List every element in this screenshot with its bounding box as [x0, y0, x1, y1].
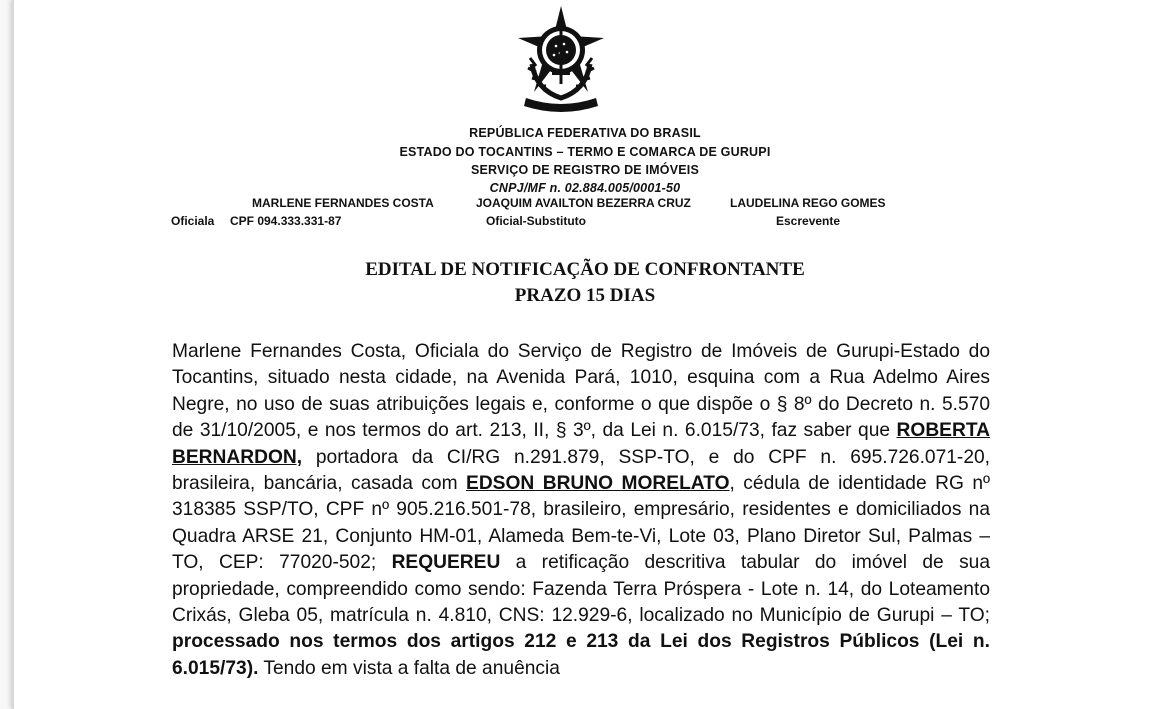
body-text-2: portadora da CI/RG n.291.879, SSP-TO, e do CPF n. 695.726.071-20, brasileira, bancária, casada com	[172, 446, 990, 495]
body-text-4: a retificação descritiva tabular do imóvel de sua propriedade, compreendido como sendo: Fazenda Terra Próspera - Lote n. 14, do Loteamento Crixás, Gleba 05, matrícula n. 4.810, CNS: 12.929-6, localizado no Município de Gurupi – TO;	[172, 552, 991, 627]
applicant-name: ROBERTA BERNARDON,	[172, 420, 990, 468]
officer-name-3: LAUDELINA REGO GOMES	[730, 196, 886, 210]
body-text-5: Tendo em vista a falta de anuência	[258, 657, 560, 679]
officer-name-2: JOAQUIM AVAILTON BEZERRA CRUZ	[476, 196, 691, 210]
notice-title: EDITAL DE NOTIFICAÇÃO DE CONFRONTANTE	[365, 259, 805, 280]
officer-role-2: Oficial-Substituto	[486, 214, 586, 228]
officer-name-1: MARLENE FERNANDES COSTA	[252, 196, 434, 210]
notice-deadline: PRAZO 15 DIAS	[514, 285, 656, 306]
brazil-coat-of-arms-emblem	[516, 6, 606, 116]
notice-body	[172, 339, 990, 682]
requested-keyword: REQUEREU	[391, 552, 501, 574]
spouse-name: EDSON BRUNO MORELATO	[466, 473, 730, 495]
body-text-3: , cédula de identidade RG nº 318385 SSP/TO, CPF nº 905.216.501-78, brasileiro, empresário, residentes e domiciliados na Quadra ARSE 21, Conjunto HM-01, Alameda Bem-te-Vi, Lote 03, Plano Diretor Sul, Palmas – TO, CEP: 77020-502;	[172, 473, 990, 574]
officer-cpf-1: CPF 094.333.331-87	[230, 214, 342, 228]
legal-basis: processado nos termos dos artigos 212 e 213 da Lei dos Registros Públicos (Lei n. 6.015/73).	[172, 631, 990, 679]
header-republic: REPÚBLICA FEDERATIVA DO BRASIL	[469, 126, 701, 140]
notice-paragraph	[172, 339, 990, 682]
header-service: SERVIÇO DE REGISTRO DE IMÓVEIS	[470, 163, 700, 177]
header-state: ESTADO DO TOCANTINS – TERMO E COMARCA DE GURUPI	[399, 145, 771, 159]
header-cnpj: CNPJ/MF n. 02.884.005/0001-50	[489, 181, 681, 195]
officer-role-3: Escrevente	[776, 214, 841, 228]
body-text-1: Marlene Fernandes Costa, Oficiala do Serviço de Registro de Imóveis de Gurupi-Estado do Tocantins, situado nesta cidade, na Avenida Pará, 1010, esquina com a Rua Adelmo Aires Negre, no uso de suas atribuições legais e, conforme o que dispõe o § 8º do Decreto n. 5.570 de 31/10/2005, e nos termos do art. 213, II, § 3º, da Lei n. 6.015/73, faz saber que	[172, 341, 990, 442]
officer-role-1: Oficiala	[171, 214, 215, 228]
